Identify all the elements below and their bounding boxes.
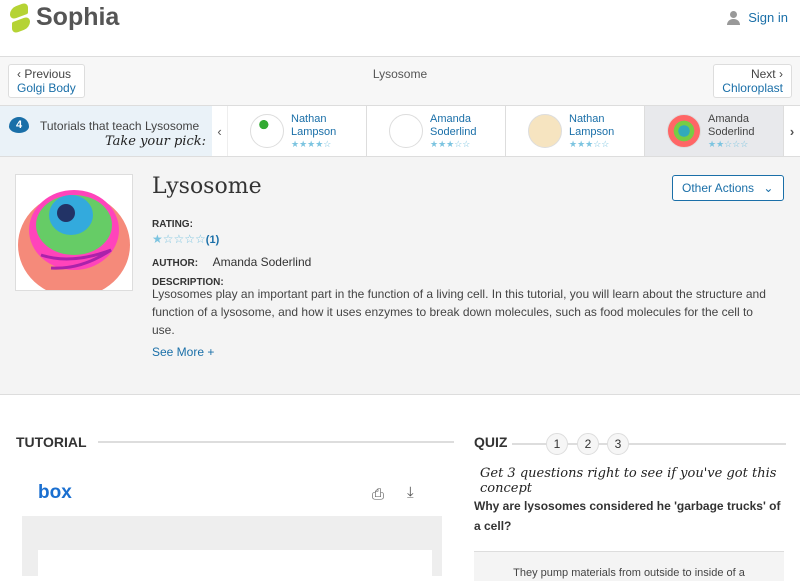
answer-option[interactable]: They pump materials from outside to inside of a bbox=[474, 551, 784, 581]
quiz-prompt: Get 3 questions right to see if you've got this concept bbox=[480, 466, 777, 496]
next-button[interactable]: Next › Chloroplast bbox=[713, 64, 792, 98]
tutorial-card[interactable]: Amanda Soderlind ★★★☆☆ bbox=[367, 106, 506, 156]
tutorial-thumbnail bbox=[250, 114, 284, 148]
current-concept: Lysosome bbox=[372, 67, 428, 81]
author-name: Amanda Soderlind bbox=[212, 255, 312, 269]
box-logo: box bbox=[38, 482, 72, 503]
tutorial-info: Lysosome Other Actions ⌄ RATING: ★☆☆☆☆(1) AUTHOR: Amanda Soderlind DESCRIPTION: Lysosomes play an important part in the function of a living cell. In this tutorial, you will learn about the structure and function of a lysosome, and how it uses enzymes to break down molecules, such as food molecules for the cell to use. See More + bbox=[0, 157, 800, 395]
quiz-heading: QUIZ bbox=[474, 434, 508, 450]
tutorial-title: Lysosome bbox=[152, 174, 262, 199]
quiz-step[interactable]: 1 bbox=[546, 433, 568, 455]
download-icon[interactable]: ⤓ bbox=[407, 484, 414, 501]
chevron-right-icon: › bbox=[779, 67, 783, 81]
quiz-question: Why are lysosomes considered he 'garbage trucks' of a cell? bbox=[474, 499, 781, 533]
tutorial-card-selected[interactable]: Amanda Soderlind ★★☆☆☆ bbox=[645, 106, 784, 156]
header bbox=[0, 0, 800, 57]
print-icon[interactable]: ⎙ bbox=[372, 486, 385, 503]
tutorial-image bbox=[15, 174, 133, 291]
quiz-step[interactable]: 2 bbox=[577, 433, 599, 455]
tutorial-card[interactable]: Nathan Lampson ★★★☆☆ bbox=[506, 106, 645, 156]
other-actions-dropdown[interactable]: Other Actions ⌄ bbox=[672, 175, 784, 201]
tutorial-nav bbox=[0, 57, 800, 105]
carousel-prev-arrow[interactable]: ‹ bbox=[212, 106, 228, 156]
tutorial-card[interactable]: Nathan Lampson ★★★★☆ bbox=[228, 106, 367, 156]
box-viewer bbox=[22, 476, 442, 576]
tutorial-thumbnail bbox=[667, 114, 701, 148]
divider bbox=[98, 441, 454, 443]
tutorial-carousel bbox=[0, 105, 800, 157]
carousel-next-arrow[interactable]: › bbox=[789, 123, 795, 139]
chevron-left-icon: ‹ bbox=[17, 67, 25, 81]
tutorial-thumbnail bbox=[389, 114, 423, 148]
logo-icon bbox=[10, 5, 30, 31]
chevron-down-icon: ⌄ bbox=[763, 181, 774, 195]
description: Lysosomes play an important part in the function of a living cell. In this tutorial, you will learn about the structure and function of a lysosome, and how it uses enzymes to break down molecules, such as food molecules for the cell to use. bbox=[152, 287, 766, 337]
sophia-logo[interactable]: Sophia bbox=[10, 3, 119, 32]
carousel-intro: 4 Tutorials that teach Lysosome Take your pick: bbox=[0, 106, 212, 156]
count-badge: 4 bbox=[9, 117, 29, 133]
person-icon bbox=[727, 11, 740, 25]
sign-in-link[interactable]: Sign in bbox=[727, 10, 788, 25]
previous-button[interactable]: ‹ Previous Golgi Body bbox=[8, 64, 85, 98]
see-more-link[interactable]: See More + bbox=[152, 345, 215, 359]
quiz-step[interactable]: 3 bbox=[607, 433, 629, 455]
tutorial-thumbnail bbox=[528, 114, 562, 148]
rating[interactable]: ★☆☆☆☆(1) bbox=[152, 232, 220, 246]
tutorial-heading: TUTORIAL bbox=[16, 434, 87, 450]
